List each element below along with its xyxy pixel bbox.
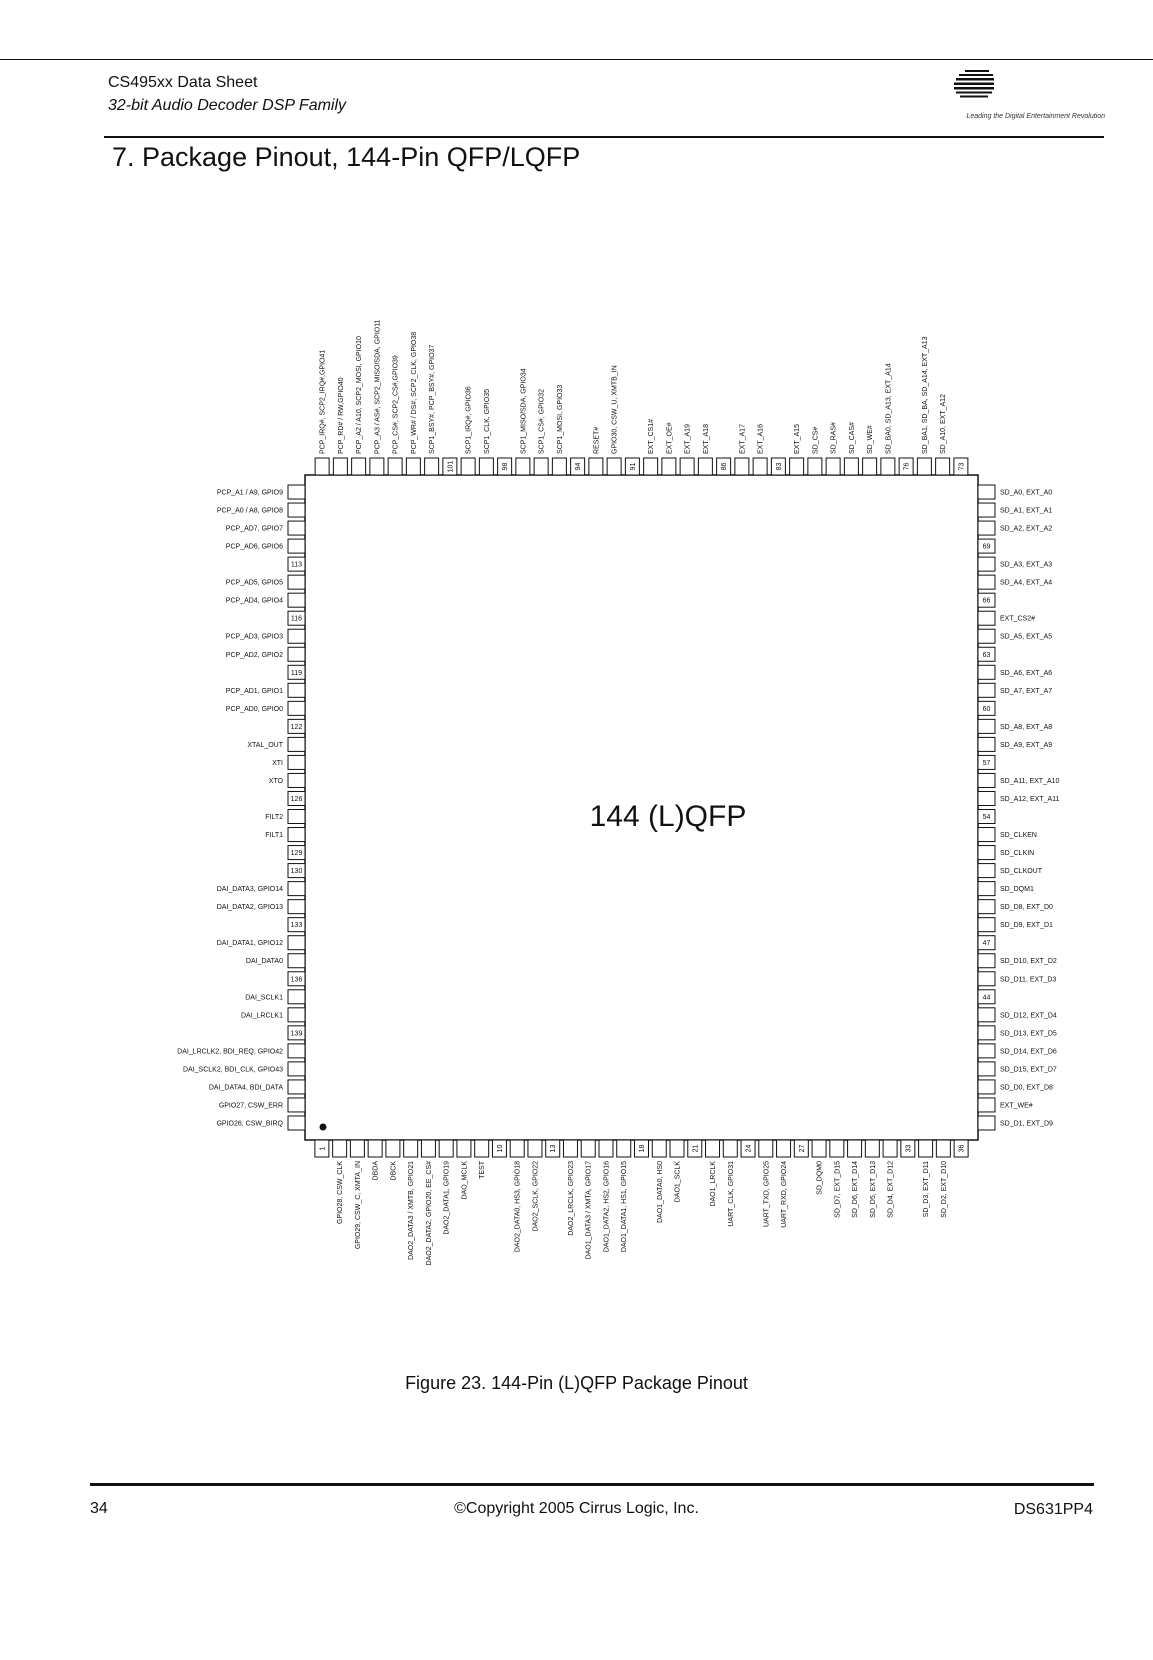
pin-xti-label: XTI [272,759,283,767]
pin-sd-d0-ext-d8-lead [978,1080,995,1094]
pin-sd-a2-ext-a2-lead [978,521,995,535]
pin-scp1-miso-sda-gpio34-label: SCP1_MISO/SDA, GPIO34 [520,368,528,454]
pin-ext-we-lead [978,1098,995,1112]
pin-sd-d11-ext-d3-lead [978,972,995,986]
logo-tagline: Leading the Digital Entertainment Revolution [966,113,1105,120]
pin-xti-lead [288,755,305,769]
pin-dao2-data1-gpio19-label: DAO2_DATA1, GPIO19 [443,1161,451,1235]
pin-ext-we-label: EXT_WE# [1000,1102,1033,1110]
pin-sd-ba0-sd-a13-ext-a14-lead [881,458,895,475]
pin-dao-mclk-lead [457,1140,471,1157]
pin-filt2-lead [288,810,305,824]
pin-sd-d1-ext-d9-label: SD_D1, EXT_D9 [1000,1120,1053,1128]
pin-test-label: TEST [479,1161,487,1179]
pin-number-36: 36 [958,1144,966,1153]
pin-reset-label: RESET# [593,426,601,454]
pin-scp1-mosi-gpio33-lead [552,458,566,475]
pin1-marker [320,1124,327,1131]
pin-sd-a2-ext-a2-label: SD_A2, EXT_A2 [1000,525,1053,533]
pin-dbck-label: DBCK [390,1161,398,1181]
pin-dao-mclk-label: DAO_MCLK [461,1161,469,1200]
pin-sd-a1-ext-a1-lead [978,503,995,517]
pin-dao1-data1-hs1-gpio15-lead [617,1140,631,1157]
pin-gpio29-csw-c-xmta-in-lead [350,1140,364,1157]
pin-scp1-bsy-pcp-bsy-gpio37-lead [425,458,439,475]
pin-scp1-cs-gpio32-lead [534,458,548,475]
pin-sd-d14-ext-d6-lead [978,1044,995,1058]
pin-pcp-a0-a8-gpio8-label: PCP_A0 / A8, GPIO8 [216,507,283,515]
pin-sd-clkout-label: SD_CLKOUT [1000,868,1043,876]
pins-top [315,319,968,475]
header-subtitle: 32-bit Audio Decoder DSP Family [108,97,347,114]
pin-pcp-ad3-gpio3-lead [288,629,305,643]
pin-dao1-data0-hs0-label: DAO1_DATA0, HS0 [656,1161,664,1223]
pin-number-133: 133 [290,922,303,930]
pin-dao2-data2-gpio20-ee-cs-label: DAO2_DATA2, GPIO20, EE_CS# [425,1161,433,1266]
pin-pcp-a1-a9-gpio9-lead [288,485,305,499]
pin-dai-data4-bdi-data-lead [288,1080,305,1094]
pin-dao1-sclk-lead [670,1140,684,1157]
pin-dai-data3-gpio14-lead [288,882,305,896]
pin-number-27: 27 [798,1144,806,1153]
pin-sd-d3-ext-d11-lead [919,1140,933,1157]
pin-dao2-data1-gpio19-lead [439,1140,453,1157]
pin-sd-cas-lead [844,458,858,475]
pin-pcp-ad1-gpio1-lead [288,683,305,697]
pin-dao2-lrclk-gpio23-lead [563,1140,577,1157]
pin-pcp-wr-ds-scp2-clk-gpio38-lead [406,458,420,475]
pin-number-129: 129 [290,850,303,858]
pin-scp1-bsy-pcp-bsy-gpio37-label: SCP1_BSY#, PCP_BSY#, GPIO37 [429,344,437,454]
pin-ext-a17-lead [735,458,749,475]
pin-number-1: 1 [319,1146,327,1151]
pin-sd-ras-label: SD_RAS# [830,422,838,454]
pin-dai-lrclk1-lead [288,1008,305,1022]
pin-sd-a7-ext-a7-lead [978,683,995,697]
pin-ext-a19-lead [680,458,694,475]
pin-ext-cs1-label: EXT_CS1# [648,418,656,454]
pin-scp1-miso-sda-gpio34-lead [516,458,530,475]
pin-number-101: 101 [447,460,455,473]
pin-sd-d1-ext-d9-lead [978,1116,995,1130]
footer-rule [90,1483,1094,1486]
pin-dao1-data2-hs2-gpio16-label: DAO1_DATA2, HS2, GPIO16 [603,1161,611,1253]
pin-sd-a4-ext-a4-label: SD_A4, EXT_A4 [1000,579,1053,587]
pin-ext-cs1-lead [644,458,658,475]
pin-sd-d5-ext-d13-label: SD_D5, EXT_D13 [869,1161,877,1218]
pins-bottom [315,1140,968,1265]
pin-xtal-out-lead [288,737,305,751]
pin-sd-d2-ext-d10-label: SD_D2, EXT_D10 [940,1161,948,1218]
pin-sd-d4-ext-d12-label: SD_D4, EXT_D12 [887,1161,895,1218]
pin-pcp-a3-as-scp2-miso-sda-gpio11-label: PCP_A3 / AS#, SCP2_MISO/SDA, GPIO11 [374,319,382,454]
pin-pcp-ad3-gpio3-label: PCP_AD3, GPIO3 [225,633,283,641]
pin-sd-a1-ext-a1-label: SD_A1, EXT_A1 [1000,507,1053,515]
pin-sd-clken-label: SD_CLKEN [1000,832,1037,840]
pin-pcp-rd-rw-gpio40-label: PCP_RD# / RW,GPIO40 [337,377,345,454]
pin-pcp-ad0-gpio0-label: PCP_AD0, GPIO0 [225,705,283,713]
pin-ext-oe-lead [662,458,676,475]
pin-number-113: 113 [290,561,303,569]
pin-sd-a3-ext-a3-label: SD_A3, EXT_A3 [1000,561,1053,569]
pin-sd-d2-ext-d10-lead [936,1140,950,1157]
section-title: 7. Package Pinout, 144-Pin QFP/LQFP [112,142,581,172]
pin-sd-d15-ext-d7-label: SD_D15, EXT_D7 [1000,1066,1057,1074]
pin-number-86: 86 [721,462,729,471]
pin-sd-d10-ext-d2-lead [978,954,995,968]
pin-sd-dqm1-label: SD_DQM1 [1000,886,1034,894]
pin-uart-txd-gpio25-label: UART_TXD, GPIO25 [763,1161,771,1228]
copyright: ©Copyright 2005 Cirrus Logic, Inc. [454,1500,699,1517]
pin-sd-we-lead [863,458,877,475]
pin-sd-a7-ext-a7-label: SD_A7, EXT_A7 [1000,687,1053,695]
pin-test-lead [475,1140,489,1157]
pin-dao1-data1-hs1-gpio15-label: DAO1_DATA1, HS1, GPIO15 [621,1161,629,1253]
pin-scp1-clk-gpio35-label: SCP1_CLK, GPIO35 [483,389,491,454]
pin-dai-lrclk2-bdi-req-gpio42-lead [288,1044,305,1058]
pin-dai-sclk2-bdi-clk-gpio43-label: DAI_SCLK2, BDI_CLK, GPIO43 [183,1066,283,1074]
pin-sd-a10-ext-a12-label: SD_A10, EXT_A12 [940,394,948,454]
pin-sd-we-label: SD_WE# [867,425,875,454]
pin-gpio27-csw-err-lead [288,1098,305,1112]
pin-dbda-label: DBDA [372,1161,380,1181]
pin-sd-ba0-sd-a13-ext-a14-label: SD_BA0, SD_A13, EXT_A14 [885,363,893,454]
pin-pcp-ad2-gpio2-label: PCP_AD2, GPIO2 [225,651,283,659]
pin-dai-sclk1-lead [288,990,305,1004]
pin-sd-a0-ext-a0-lead [978,485,995,499]
pin-sd-clkout-lead [978,864,995,878]
pin-number-54: 54 [982,814,991,822]
pin-number-69: 69 [982,543,991,551]
pin-dao2-data2-gpio20-ee-cs-lead [421,1140,435,1157]
pin-uart-rxd-gpio24-label: UART_RXD, GPIO24 [781,1161,789,1228]
pin-pcp-ad7-gpio7-lead [288,521,305,535]
pin-sd-a3-ext-a3-lead [978,557,995,571]
pin-sd-d13-ext-d5-label: SD_D13, EXT_D5 [1000,1030,1057,1038]
pin-pcp-ad6-gpio6-lead [288,539,305,553]
pin-number-57: 57 [982,759,991,767]
pin-number-116: 116 [290,615,303,623]
pin-pcp-a0-a8-gpio8-lead [288,503,305,517]
pin-pcp-ad5-gpio5-lead [288,575,305,589]
pin-sd-a10-ext-a12-lead [936,458,950,475]
pin-dao2-data3-xmtb-gpio21-lead [404,1140,418,1157]
pin-dao2-data0-hs3-gpio18-label: DAO2_DATA0, HS3, GPIO18 [514,1161,522,1253]
pin-sd-a12-ext-a11-label: SD_A12, EXT_A11 [1000,795,1060,803]
pin-gpio28-csw-clk-lead [333,1140,347,1157]
pin-dao1-data3-xmta-gpio17-label: DAO1_DATA3 / XMTA, GPIO17 [585,1161,593,1260]
pin-ext-a19-label: EXT_A19 [684,424,692,454]
pin-dai-sclk1-label: DAI_SCLK1 [245,994,283,1002]
pin-ext-a18-label: EXT_A18 [702,424,710,454]
pin-sd-d11-ext-d3-label: SD_D11, EXT_D3 [1000,976,1057,984]
pin-pcp-a2-a10-scp2-mosi-gpio10-label: PCP_A2 / A10, SCP2_MOSI, GPIO10 [356,336,364,454]
pin-dai-lrclk1-label: DAI_LRCLK1 [240,1012,283,1020]
pin-pcp-a3-as-scp2-miso-sda-gpio11-lead [370,458,384,475]
pin-ext-a18-lead [698,458,712,475]
pin-sd-clken-lead [978,828,995,842]
pin-gpio26-csw-birq-lead [288,1116,305,1130]
pin-dai-data1-gpio12-label: DAI_DATA1, GPIO12 [216,940,283,948]
pin-dao1-data3-xmta-gpio17-lead [581,1140,595,1157]
pin-sd-d7-ext-d15-lead [830,1140,844,1157]
pin-pcp-ad4-gpio4-lead [288,593,305,607]
pin-number-60: 60 [982,705,991,713]
pin-sd-d8-ext-d0-label: SD_D8, EXT_D0 [1000,904,1053,912]
pin-sd-d10-ext-d2-label: SD_D10, EXT_D2 [1000,958,1057,966]
pin-dao2-data3-xmtb-gpio21-label: DAO2_DATA3 / XMTB, GPIO21 [408,1161,416,1260]
pin-uart-rxd-gpio24-lead [777,1140,791,1157]
pin-ext-cs2-lead [978,611,995,625]
pin-ext-oe-label: EXT_OE# [666,422,674,454]
pin-sd-d7-ext-d15-label: SD_D7, EXT_D15 [834,1161,842,1218]
figure-caption: Figure 23. 144-Pin (L)QFP Package Pinout [405,1373,748,1393]
pin-number-24: 24 [745,1144,753,1153]
pin-dai-data0-label: DAI_DATA0 [245,958,283,966]
pin-dao1-data0-hs0-lead [652,1140,666,1157]
pin-xto-lead [288,773,305,787]
pin-scp1-clk-gpio35-lead [479,458,493,475]
pin-number-10: 10 [496,1144,504,1153]
pin-dai-data1-gpio12-lead [288,936,305,950]
pin-filt2-label: FILT2 [265,814,283,822]
pin-ext-a15-lead [790,458,804,475]
pin-sd-a0-ext-a0-label: SD_A0, EXT_A0 [1000,489,1053,497]
pin-pcp-a2-a10-scp2-mosi-gpio10-lead [352,458,366,475]
pin-reset-lead [589,458,603,475]
pin-sd-d13-ext-d5-lead [978,1026,995,1040]
pin-pcp-ad4-gpio4-label: PCP_AD4, GPIO4 [225,597,283,605]
pin-dao1-sclk-label: DAO1_SCLK [674,1161,682,1203]
pin-sd-d3-ext-d11-label: SD_D3, EXT_D11 [923,1161,931,1218]
pin-number-73: 73 [958,462,966,471]
pin-sd-a8-ext-a8-label: SD_A8, EXT_A8 [1000,723,1053,731]
pin-sd-d12-ext-d4-lead [978,1008,995,1022]
pin-sd-ba1-sd-ba-sd-a14-ext-a13-lead [917,458,931,475]
pin-sd-cs-label: SD_CS# [812,426,820,454]
pin-dai-sclk2-bdi-clk-gpio43-lead [288,1062,305,1076]
pin-number-63: 63 [982,651,991,659]
pin-ext-a16-label: EXT_A16 [757,424,765,454]
pin-number-18: 18 [639,1144,646,1153]
pin-dai-data2-gpio13-label: DAI_DATA2, GPIO13 [216,904,283,912]
pin-sd-clkin-lead [978,846,995,860]
pin-gpio30-csw-u-xmtb-in-lead [607,458,621,475]
pin-number-21: 21 [692,1144,700,1153]
pin-number-98: 98 [502,462,510,471]
pin-sd-ras-lead [826,458,840,475]
pin-number-136: 136 [290,976,303,984]
pin-number-122: 122 [290,723,303,731]
pin-sd-clkin-label: SD_CLKIN [1000,850,1035,858]
header-title: CS495xx Data Sheet [108,74,258,91]
pin-number-47: 47 [982,940,991,948]
pin-sd-a8-ext-a8-lead [978,719,995,733]
pin-sd-a11-ext-a10-lead [978,773,995,787]
pin-ext-cs2-label: EXT_CS2# [1000,615,1036,623]
pin-dai-data2-gpio13-lead [288,900,305,914]
pin-dai-data3-gpio14-label: DAI_DATA3, GPIO14 [216,886,283,894]
pin-number-139: 139 [290,1030,303,1038]
pin-number-83: 83 [775,462,783,471]
pin-pcp-ad2-gpio2-lead [288,647,305,661]
pin-sd-d6-ext-d14-lead [848,1140,862,1157]
pin-pcp-ad6-gpio6-label: PCP_AD6, GPIO6 [225,543,283,551]
pin-pcp-cs-scp2-cs-gpio39-lead [388,458,402,475]
pin-sd-d14-ext-d6-label: SD_D14, EXT_D6 [1000,1048,1057,1056]
pin-dbda-lead [368,1140,382,1157]
pin-pcp-rd-rw-gpio40-lead [333,458,347,475]
pin-dai-data4-bdi-data-label: DAI_DATA4, BDI_DATA [208,1084,283,1092]
pin-ext-a17-label: EXT_A17 [739,424,747,454]
pin-sd-dqm1-lead [978,882,995,896]
pin-gpio29-csw-c-xmta-in-label: GPIO29, CSW_C, XMTA_IN [354,1161,362,1250]
pin-sd-d12-ext-d4-label: SD_D12, EXT_D4 [1000,1012,1057,1020]
page-number: 34 [90,1500,108,1517]
pin-gpio26-csw-birq-label: GPIO26, CSW_BIRQ [216,1120,283,1128]
pin-number-33: 33 [905,1144,913,1153]
pin-sd-d5-ext-d13-lead [865,1140,879,1157]
pin-scp1-irq-gpio36-label: SCP1_IRQ#, GPIO36 [465,386,473,454]
pin-sd-d9-ext-d1-label: SD_D9, EXT_D1 [1000,922,1053,930]
pin-pcp-a1-a9-gpio9-label: PCP_A1 / A9, GPIO9 [216,489,283,497]
pin-scp1-mosi-gpio33-label: SCP1_MOSI, GPIO33 [556,384,564,454]
pin-dao1-data2-hs2-gpio16-lead [599,1140,613,1157]
pin-pcp-irq-scp2-irq-gpio41-lead [315,458,329,475]
pin-number-91: 91 [629,462,637,471]
pin-sd-a11-ext-a10-label: SD_A11, EXT_A10 [1000,777,1060,785]
pin-sd-cs-lead [808,458,822,475]
pin-dai-data0-lead [288,954,305,968]
pin-gpio27-csw-err-label: GPIO27, CSW_ERR [218,1102,283,1110]
pin-pcp-ad5-gpio5-label: PCP_AD5, GPIO5 [225,579,283,587]
pin-pcp-cs-scp2-cs-gpio39-label: PCP_CS#, SCP2_CS#,GPIO39 [392,355,400,454]
pin-sd-a9-ext-a9-lead [978,737,995,751]
pin-sd-a6-ext-a6-lead [978,665,995,679]
pin-sd-d0-ext-d8-label: SD_D0, EXT_D8 [1000,1084,1053,1092]
pin-dao2-lrclk-gpio23-label: DAO2_LRCLK, GPIO23 [567,1161,575,1236]
pin-pcp-irq-scp2-irq-gpio41-label: PCP_IRQ#, SCP2_IRQ#,GPIO41 [319,349,327,454]
pin-filt1-label: FILT1 [265,832,283,840]
pin-sd-d6-ext-d14-label: SD_D6, EXT_D14 [852,1161,860,1218]
chip-center-label: 144 (L)QFP [589,800,747,833]
pin-dai-lrclk2-bdi-req-gpio42-label: DAI_LRCLK2, BDI_REQ, GPIO42 [177,1048,283,1056]
pins-left [177,485,305,1130]
pin-sd-a5-ext-a5-label: SD_A5, EXT_A5 [1000,633,1053,641]
pin-ext-a16-lead [753,458,767,475]
pin-sd-a4-ext-a4-lead [978,575,995,589]
pin-filt1-lead [288,828,305,842]
pin-dao2-sclk-gpio22-lead [528,1140,542,1157]
pin-dao2-data0-hs3-gpio18-lead [510,1140,524,1157]
pin-sd-a6-ext-a6-label: SD_A6, EXT_A6 [1000,669,1053,677]
pin-number-130: 130 [290,868,303,876]
pin-sd-d4-ext-d12-lead [883,1140,897,1157]
pin-number-66: 66 [982,597,991,605]
pin-sd-d9-ext-d1-lead [978,918,995,932]
pin-sd-cas-label: SD_CAS# [848,422,856,454]
pin-xto-label: XTO [268,777,283,785]
pin-uart-txd-gpio25-lead [759,1140,773,1157]
pin-gpio28-csw-clk-label: GPIO28, CSW_CLK [337,1161,345,1225]
pin-xtal-out-label: XTAL_OUT [247,741,283,749]
pin-sd-dqm0-label: SD_DQM0 [816,1161,824,1195]
pin-sd-a12-ext-a11-lead [978,791,995,805]
pin-pcp-ad0-gpio0-lead [288,701,305,715]
pin-scp1-irq-gpio36-lead [461,458,475,475]
pin-number-119: 119 [290,669,303,677]
pin-sd-d8-ext-d0-lead [978,900,995,914]
pins-right [978,485,1060,1130]
pin-pcp-ad7-gpio7-label: PCP_AD7, GPIO7 [225,525,283,533]
pin-gpio30-csw-u-xmtb-in-label: GPIO30, CSW_U, XMTB_IN [611,365,619,454]
pin-dao1-lrclk-lead [706,1140,720,1157]
pin-ext-a15-label: EXT_A15 [794,424,802,454]
pin-sd-a5-ext-a5-lead [978,629,995,643]
pin-dbck-lead [386,1140,400,1157]
pin-number-13: 13 [550,1144,558,1153]
pin-number-126: 126 [290,795,303,803]
pin-sd-dqm0-lead [812,1140,826,1157]
pin-dao2-sclk-gpio22-label: DAO2_SCLK, GPIO22 [532,1161,540,1232]
pin-pcp-ad1-gpio1-label: PCP_AD1, GPIO1 [225,687,283,695]
document-id: DS631PP4 [1013,1501,1093,1518]
pin-pcp-wr-ds-scp2-clk-gpio38-label: PCP_WR# / DS#, SCP2_CLK, GPIO38 [410,331,418,454]
pin-number-44: 44 [982,994,991,1002]
pin-dao1-lrclk-label: DAO1_LRCLK [710,1161,718,1207]
pin-sd-a9-ext-a9-label: SD_A9, EXT_A9 [1000,741,1053,749]
pin-number-94: 94 [575,462,583,471]
pin-uart-clk-gpio31-label: UART_CLK, GPIO31 [727,1161,735,1227]
pin-sd-ba1-sd-ba-sd-a14-ext-a13-label: SD_BA1, SD_BA, SD_A14, EXT_A13 [921,336,929,454]
pin-sd-d15-ext-d7-lead [978,1062,995,1076]
pin-scp1-cs-gpio32-label: SCP1_CS#, GPIO32 [538,389,546,454]
pin-number-76: 76 [903,462,911,471]
pin-uart-clk-gpio31-lead [723,1140,737,1157]
